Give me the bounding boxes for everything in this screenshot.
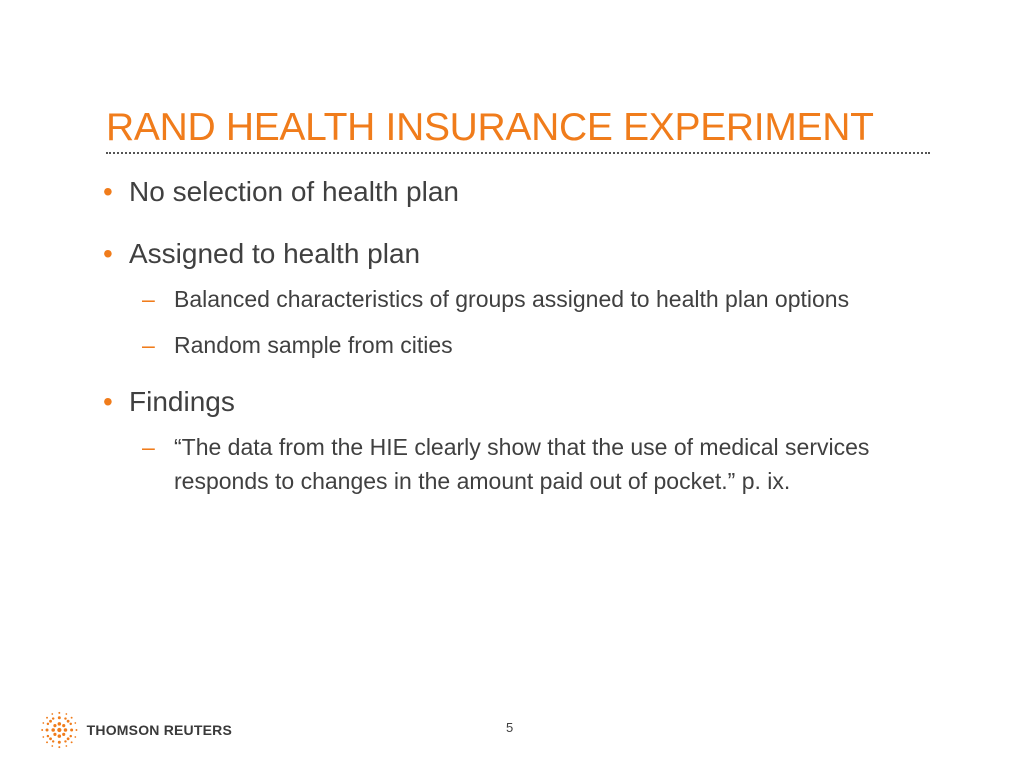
bullet-item <box>103 172 923 212</box>
sub-bullet-text: Random sample from cities <box>174 332 453 358</box>
thomson-reuters-logo-icon <box>40 708 79 752</box>
sub-bullet-text: Balanced characteristics of groups assigned to health plan options <box>174 286 850 312</box>
page-number: 5 <box>506 720 514 735</box>
bullet-dot: • <box>103 238 113 269</box>
logo-wordmark: THOMSON REUTERS <box>86 722 232 738</box>
bullet-item <box>103 382 923 422</box>
bullet-text: Findings <box>129 386 235 417</box>
slide-title: RAND HEALTH INSURANCE EXPERIMENT <box>106 106 874 149</box>
bullet-list <box>103 172 923 498</box>
thomson-reuters-logo <box>40 708 232 752</box>
sub-bullet-dash: – <box>142 332 155 358</box>
sub-bullet-item <box>103 430 883 498</box>
bullet-text: No selection of health plan <box>129 176 459 207</box>
sub-bullet-item <box>103 328 883 362</box>
sub-bullet-item <box>103 282 883 316</box>
sub-bullet-dash: – <box>142 286 155 312</box>
bullet-dot: • <box>103 176 113 207</box>
bullet-item <box>103 234 923 274</box>
sub-bullet-text: “The data from the HIE clearly show that the use of medical services responds to changes in the amount paid out of pocket.” p. ix. <box>174 434 870 494</box>
bullet-text: Assigned to health plan <box>129 238 421 269</box>
bullet-dot: • <box>103 386 113 417</box>
sub-bullet-dash: – <box>142 434 155 460</box>
title-divider <box>106 152 930 154</box>
